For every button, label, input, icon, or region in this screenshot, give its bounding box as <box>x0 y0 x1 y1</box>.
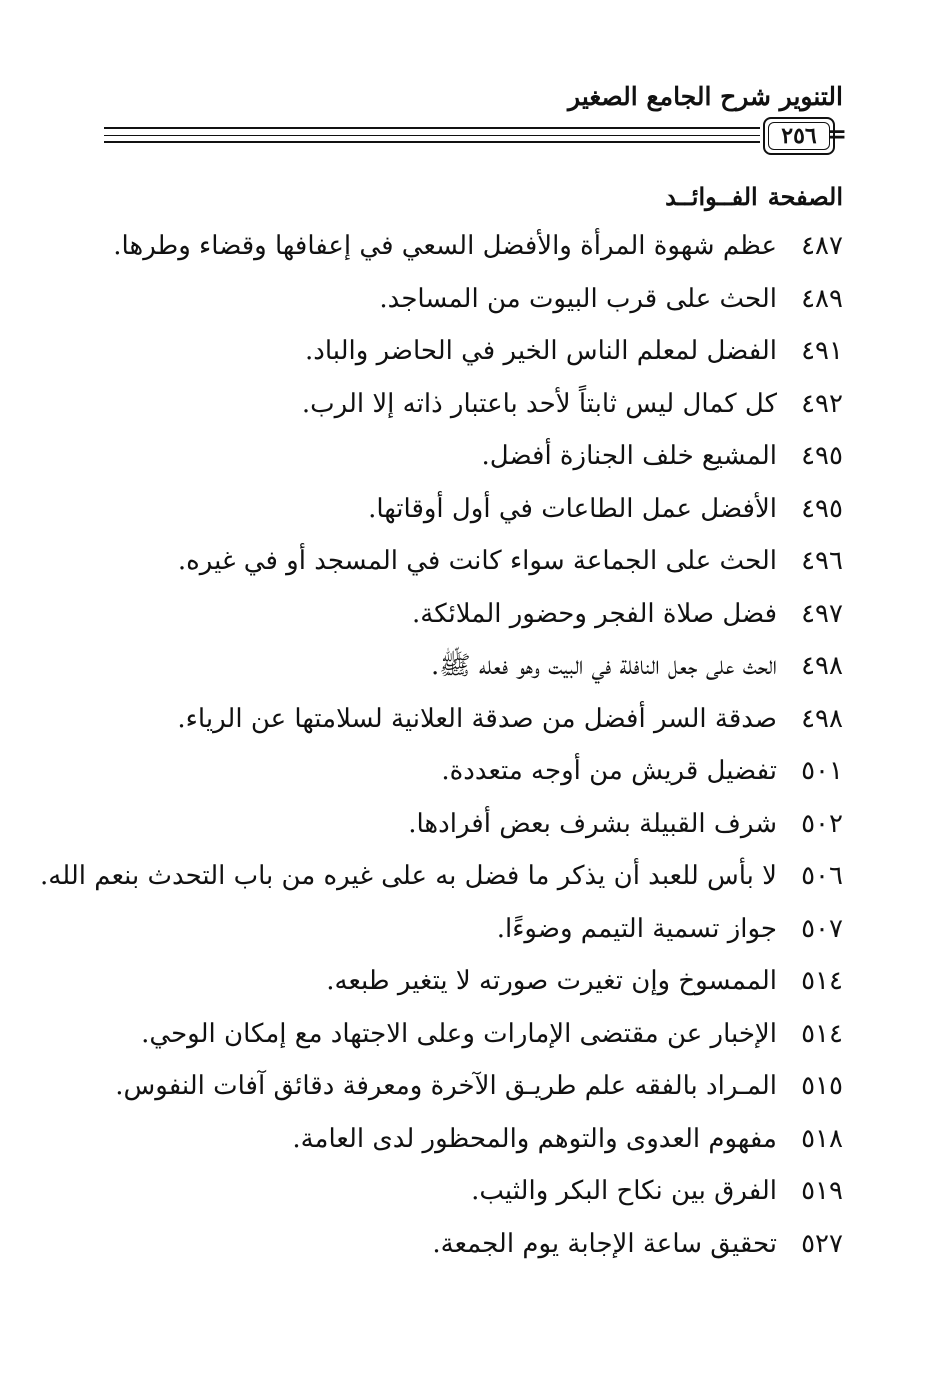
entry-page-number: ٤٩٥ <box>801 493 843 524</box>
entry-page-number: ٥١٤ <box>801 966 843 996</box>
entry-page-number: ٤٩٢ <box>801 388 843 419</box>
list-item <box>83 1121 843 1174</box>
entry-text: تحقيق ساعة الإجابة يوم الجمعة. <box>432 1228 777 1259</box>
entry-page-number: ٤٩٨ <box>801 651 843 681</box>
entry-text: جواز تسمية التيمم وضوءًا. <box>496 913 777 944</box>
list-item <box>83 1068 843 1121</box>
list-item <box>83 1173 843 1226</box>
entry-text: كل كمال ليس ثابتاً لأحد باعتبار ذاته إلا الرب. <box>301 388 777 419</box>
list-item <box>83 1016 843 1069</box>
list-item <box>83 543 843 596</box>
entry-page-number: ٤٨٧ <box>801 231 843 261</box>
list-item <box>83 333 843 386</box>
entry-text: الحث على قرب البيوت من المساجد. <box>379 283 777 314</box>
header-rule <box>104 135 760 136</box>
entry-page-number: ٤٩٥ <box>801 441 843 471</box>
list-item <box>83 701 843 754</box>
entry-page-number: ٥١٥ <box>801 1071 843 1101</box>
ornament-mark: = <box>826 119 847 148</box>
entry-text: صدقة السر أفضل من صدقة العلانية لسلامتها عن الرياء. <box>177 703 777 734</box>
entry-text: لا بأس للعبد أن يذكر ما فضل به على غيره من باب التحدث بنعم الله. <box>40 861 777 891</box>
list-item <box>83 963 843 1016</box>
entry-page-number: ٥٠٢ <box>801 808 843 839</box>
entry-page-number: ٥١٨ <box>801 1123 843 1154</box>
list-item <box>83 911 843 964</box>
entry-page-number: ٤٩٨ <box>801 703 843 734</box>
running-title: التنوير شرح الجامع الصغير <box>568 82 843 111</box>
list-item <box>83 1226 843 1279</box>
entry-page-number: ٤٨٩ <box>801 283 843 314</box>
entry-text: الفرق بين نكاح البكر والثيب. <box>471 1176 777 1206</box>
entry-text: المشيع خلف الجنازة أفضل. <box>481 441 777 471</box>
entry-text: الحث على جعل النافلة في البيت وهو فعله ﷺ. <box>431 651 777 681</box>
entry-text: شرف القبيلة بشرف بعض أفرادها. <box>408 808 777 839</box>
list-item <box>83 438 843 491</box>
entry-page-number: ٥٠٦ <box>801 861 843 891</box>
list-item <box>83 228 843 281</box>
entry-text: مفهوم العدوى والتوهم والمحظور لدى العامة. <box>292 1123 777 1154</box>
list-item <box>83 806 843 859</box>
header-rule <box>104 127 760 129</box>
entry-page-number: ٥١٤ <box>801 1018 843 1049</box>
list-item <box>83 648 843 701</box>
entry-text: المـراد بالفقه علم طريـق الآخرة ومعرفة دقائق آفات النفوس. <box>115 1071 777 1101</box>
entry-page-number: ٥٠١ <box>801 756 843 786</box>
entry-text: عظم شهوة المرأة والأفضل السعي في إعفافها وقضاء وطرها. <box>113 231 777 261</box>
topic-column-label: الفــوائــد <box>665 182 758 211</box>
entry-text: الإخبار عن مقتضى الإمارات وعلى الاجتهاد مع إمكان الوحي. <box>141 1018 777 1049</box>
list-item <box>83 491 843 544</box>
entry-page-number: ٥٢٧ <box>801 1228 843 1259</box>
entry-page-number: ٥٠٧ <box>801 913 843 944</box>
entry-page-number: ٤٩٦ <box>801 546 843 576</box>
list-item <box>83 753 843 806</box>
list-item <box>40 858 843 911</box>
list-item <box>83 386 843 439</box>
header-rule <box>104 141 760 143</box>
list-item <box>83 281 843 334</box>
entry-text: الفضل لمعلم الناس الخير في الحاضر والباد. <box>305 336 777 366</box>
entry-page-number: ٤٩٧ <box>801 598 843 629</box>
entry-page-number: ٥١٩ <box>801 1176 843 1206</box>
page-column-label: الصفحة <box>767 182 843 211</box>
list-item <box>83 596 843 649</box>
column-header <box>665 182 843 211</box>
page-number: ٢٥٦ <box>763 117 835 155</box>
entry-text: الحث على الجماعة سواء كانت في المسجد أو في غيره. <box>177 546 777 576</box>
entry-text: الأفضل عمل الطاعات في أول أوقاتها. <box>368 493 777 524</box>
entry-text: تفضيل قريش من أوجه متعددة. <box>441 756 777 786</box>
entry-text: فضل صلاة الفجر وحضور الملائكة. <box>411 598 777 629</box>
benefits-list <box>40 228 843 1278</box>
entry-text: الممسوخ وإن تغيرت صورته لا يتغير طبعه. <box>326 966 777 996</box>
entry-page-number: ٤٩١ <box>801 336 843 366</box>
